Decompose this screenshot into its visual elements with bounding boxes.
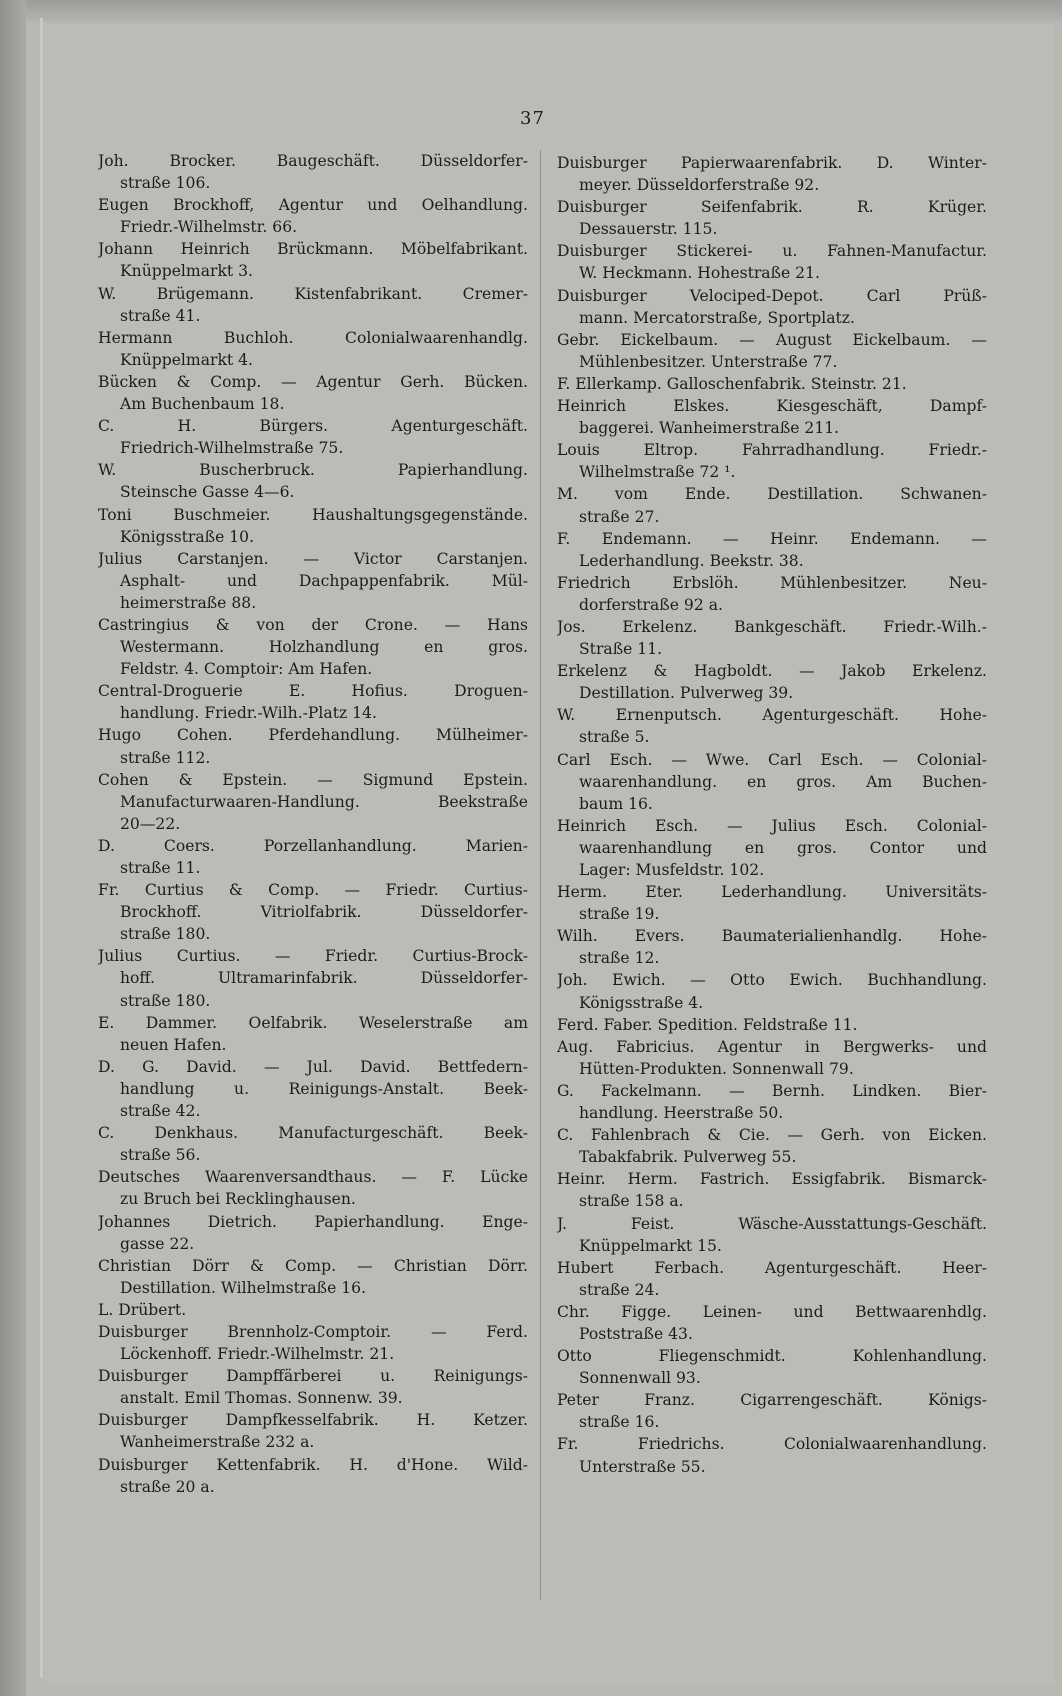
- entry-first-line: C. Denkhaus. Manufacturgeschäft. Beek-: [98, 1124, 528, 1143]
- right-column: [557, 152, 987, 1478]
- left-column: [98, 150, 528, 1498]
- directory-entry: [557, 1014, 987, 1036]
- directory-entry: [557, 1080, 987, 1124]
- directory-entry: [557, 704, 987, 748]
- directory-entry: [98, 238, 528, 282]
- entry-continuation-line: handlung. Heerstraße 50.: [579, 1104, 784, 1123]
- entry-continuation-line: Feldstr. 4. Comptoir: Am Hafen.: [120, 660, 373, 679]
- directory-entry: [98, 724, 528, 768]
- entry-first-line: Ferd. Faber. Spedition. Feldstraße 11.: [557, 1015, 858, 1034]
- directory-entry: [557, 749, 987, 815]
- entry-first-line: Central-Droguerie E. Hofius. Droguen-: [98, 682, 528, 701]
- entry-continuation-line: Königsstraße 4.: [579, 993, 704, 1012]
- entry-first-line: M. vom Ende. Destillation. Schwanen-: [557, 485, 987, 504]
- entry-first-line: Heinr. Herm. Fastrich. Essigfabrik. Bismarck-: [557, 1170, 987, 1189]
- entry-first-line: Duisburger Seifenfabrik. R. Krüger.: [557, 198, 987, 217]
- entry-continuation-line: straße 112.: [120, 748, 211, 767]
- entry-first-line: Cohen & Epstein. — Sigmund Epstein.: [98, 770, 528, 789]
- directory-entry: [557, 925, 987, 969]
- entry-first-line: Johann Heinrich Brückmann. Möbelfabrikant.: [98, 240, 528, 259]
- directory-entry: [557, 152, 987, 196]
- directory-entry: [557, 196, 987, 240]
- entry-first-line: Duisburger Dampfkesselfabrik. H. Ketzer.: [98, 1411, 528, 1430]
- directory-entry: [98, 1012, 528, 1056]
- entry-first-line: Carl Esch. — Wwe. Carl Esch. — Colonial-: [557, 750, 987, 769]
- entry-continuation-line: straße 180.: [120, 925, 211, 944]
- entry-first-line: Duisburger Kettenfabrik. H. d'Hone. Wild-: [98, 1455, 528, 1474]
- entry-continuation-line: baum 16.: [579, 794, 653, 813]
- entry-continuation-line: handlung u. Reinigungs-Anstalt. Beek-: [120, 1079, 528, 1098]
- entry-continuation-line: Lederhandlung. Beekstr. 38.: [579, 551, 804, 570]
- directory-entry: [98, 1299, 528, 1321]
- entry-continuation-line: zu Bruch bei Recklinghausen.: [120, 1190, 356, 1209]
- directory-entry: [557, 969, 987, 1013]
- directory-entry: [557, 329, 987, 373]
- directory-entry: [98, 459, 528, 503]
- entry-continuation-line: mann. Mercatorstraße, Sportplatz.: [579, 308, 855, 327]
- entry-first-line: Hugo Cohen. Pferdehandlung. Mülheimer-: [98, 726, 528, 745]
- entry-first-line: Fr. Friedrichs. Colonialwaarenhandlung.: [557, 1435, 987, 1454]
- entry-continuation-line: Straße 11.: [579, 640, 663, 659]
- directory-entry: [98, 1321, 528, 1365]
- directory-entry: [98, 680, 528, 724]
- entry-continuation-line: straße 5.: [579, 728, 650, 747]
- entry-continuation-line: waarenhandlung en gros. Contor und: [579, 838, 987, 857]
- entry-continuation-line: waarenhandlung. en gros. Am Buchen-: [579, 772, 987, 791]
- entry-continuation-line: straße 56.: [120, 1146, 201, 1165]
- entry-first-line: Jos. Erkelenz. Bankgeschäft. Friedr.-Wilh.-: [557, 617, 987, 636]
- entry-first-line: L. Drübert.: [98, 1300, 187, 1319]
- directory-entry: [557, 439, 987, 483]
- directory-entry: [98, 548, 528, 614]
- entry-first-line: F. Ellerkamp. Galloschenfabrik. Steinstr. 21.: [557, 374, 907, 393]
- entry-continuation-line: straße 158 a.: [579, 1192, 684, 1211]
- entry-continuation-line: hoff. Ultramarinfabrik. Düsseldorfer-: [120, 969, 528, 988]
- entry-first-line: Duisburger Velociped-Depot. Carl Prüß-: [557, 286, 987, 305]
- entry-first-line: Herm. Eter. Lederhandlung. Universitäts-: [557, 883, 987, 902]
- entry-continuation-line: Poststraße 43.: [579, 1324, 693, 1343]
- entry-first-line: Otto Fliegenschmidt. Kohlenhandlung.: [557, 1347, 987, 1366]
- entry-continuation-line: Friedr.-Wilhelmstr. 66.: [120, 218, 298, 237]
- entry-first-line: W. Buscherbruck. Papierhandlung.: [98, 461, 528, 480]
- entry-first-line: Julius Carstanjen. — Victor Carstanjen.: [98, 549, 528, 568]
- entry-continuation-line: Steinsche Gasse 4—6.: [120, 483, 295, 502]
- directory-entry: [98, 1409, 528, 1453]
- entry-continuation-line: Dessauerstr. 115.: [579, 220, 718, 239]
- directory-entry: [557, 483, 987, 527]
- entry-first-line: Louis Eltrop. Fahrradhandlung. Friedr.-: [557, 441, 987, 460]
- directory-entry: [557, 1036, 987, 1080]
- entry-first-line: Hubert Ferbach. Agenturgeschäft. Heer-: [557, 1258, 987, 1277]
- entry-continuation-line: straße 41.: [120, 306, 201, 325]
- directory-entry: [557, 285, 987, 329]
- directory-entry: [557, 616, 987, 660]
- entry-first-line: F. Endemann. — Heinr. Endemann. —: [557, 529, 987, 548]
- directory-entry: [98, 1365, 528, 1409]
- directory-entry: [98, 150, 528, 194]
- directory-entry: [557, 881, 987, 925]
- entry-first-line: Gebr. Eickelbaum. — August Eickelbaum. —: [557, 330, 987, 349]
- entry-first-line: C. Fahlenbrach & Cie. — Gerh. von Eicken.: [557, 1126, 987, 1145]
- directory-entry: [557, 1124, 987, 1168]
- entry-first-line: Erkelenz & Hagboldt. — Jakob Erkelenz.: [557, 662, 987, 681]
- directory-entry: [557, 1345, 987, 1389]
- entry-continuation-line: heimerstraße 88.: [120, 593, 257, 612]
- entry-continuation-line: Sonnenwall 93.: [579, 1369, 701, 1388]
- directory-entry: [557, 528, 987, 572]
- directory-entry: [98, 769, 528, 835]
- entry-continuation-line: neuen Hafen.: [120, 1035, 227, 1054]
- directory-entry: [557, 1433, 987, 1477]
- directory-entry: [98, 1211, 528, 1255]
- entry-continuation-line: Brockhoff. Vitriolfabrik. Düsseldorfer-: [120, 903, 528, 922]
- page-edge-line: [40, 18, 43, 1678]
- entry-continuation-line: Destillation. Pulverweg 39.: [579, 684, 794, 703]
- directory-entry: [557, 815, 987, 881]
- entry-first-line: Bücken & Comp. — Agentur Gerh. Bücken.: [98, 372, 528, 391]
- entry-first-line: Joh. Brocker. Baugeschäft. Düsseldorfer-: [98, 152, 528, 170]
- entry-first-line: Eugen Brockhoff, Agentur und Oelhandlung.: [98, 196, 528, 215]
- directory-entry: [98, 1454, 528, 1498]
- entry-continuation-line: Manufacturwaaren-Handlung. Beekstraße: [120, 792, 528, 811]
- entry-first-line: Joh. Ewich. — Otto Ewich. Buchhandlung.: [557, 971, 987, 990]
- entry-first-line: Johannes Dietrich. Papierhandlung. Enge-: [98, 1212, 528, 1231]
- entry-first-line: Fr. Curtius & Comp. — Friedr. Curtius-: [98, 881, 528, 900]
- entry-continuation-line: Knüppelmarkt 15.: [579, 1236, 722, 1255]
- entry-continuation-line: straße 180.: [120, 991, 211, 1010]
- entry-first-line: Christian Dörr & Comp. — Christian Dörr.: [98, 1256, 528, 1275]
- directory-entry: [98, 945, 528, 1011]
- entry-first-line: Heinrich Elskes. Kiesgeschäft, Dampf-: [557, 397, 987, 416]
- entry-first-line: Aug. Fabricius. Agentur in Bergwerks- und: [557, 1037, 987, 1056]
- directory-entry: [557, 1301, 987, 1345]
- directory-entry: [98, 614, 528, 680]
- entry-continuation-line: Hütten-Produkten. Sonnenwall 79.: [579, 1059, 854, 1078]
- entry-continuation-line: Löckenhoff. Friedr.-Wilhelmstr. 21.: [120, 1345, 395, 1364]
- entry-continuation-line: anstalt. Emil Thomas. Sonnenw. 39.: [120, 1389, 403, 1408]
- entry-continuation-line: Knüppelmarkt 3.: [120, 262, 254, 281]
- directory-entry: [98, 835, 528, 879]
- entry-continuation-line: straße 27.: [579, 507, 660, 526]
- directory-entry: [98, 1166, 528, 1210]
- directory-entry: [98, 283, 528, 327]
- page-number: 37: [520, 108, 545, 129]
- entry-first-line: Castringius & von der Crone. — Hans: [98, 615, 528, 634]
- scan-border-top: [0, 0, 1062, 22]
- entry-continuation-line: straße 106.: [120, 174, 211, 193]
- directory-entry: [98, 1255, 528, 1299]
- directory-entry: [98, 1122, 528, 1166]
- entry-continuation-line: Destillation. Wilhelmstraße 16.: [120, 1278, 367, 1297]
- directory-entry: [557, 373, 987, 395]
- entry-first-line: Chr. Figge. Leinen- und Bettwaarenhdlg.: [557, 1302, 987, 1321]
- directory-entry: [557, 572, 987, 616]
- directory-entry: [98, 504, 528, 548]
- entry-first-line: Wilh. Evers. Baumaterialienhandlg. Hohe-: [557, 927, 987, 946]
- entry-first-line: D. G. David. — Jul. David. Bettfedern-: [98, 1057, 528, 1076]
- entry-continuation-line: Am Buchenbaum 18.: [120, 395, 285, 414]
- entry-continuation-line: dorferstraße 92 a.: [579, 595, 723, 614]
- entry-continuation-line: straße 24.: [579, 1280, 660, 1299]
- entry-continuation-line: straße 16.: [579, 1413, 660, 1432]
- entry-continuation-line: Knüppelmarkt 4.: [120, 350, 254, 369]
- column-divider: [540, 150, 541, 1600]
- entry-first-line: W. Brügemann. Kistenfabrikant. Cremer-: [98, 284, 528, 303]
- entry-continuation-line: Lager: Musfeldstr. 102.: [579, 861, 765, 879]
- entry-continuation-line: Friedrich-Wilhelmstraße 75.: [120, 439, 344, 458]
- directory-entry: [98, 1056, 528, 1122]
- entry-first-line: Peter Franz. Cigarrengeschäft. Königs-: [557, 1391, 987, 1410]
- directory-entry: [557, 1213, 987, 1257]
- entry-continuation-line: straße 11.: [120, 859, 201, 877]
- entry-continuation-line: Unterstraße 55.: [579, 1457, 706, 1476]
- entry-first-line: Duisburger Dampffärberei u. Reinigungs-: [98, 1367, 528, 1386]
- entry-continuation-line: 20—22.: [120, 814, 181, 833]
- entry-first-line: D. Coers. Porzellanhandlung. Marien-: [98, 836, 528, 855]
- entry-continuation-line: Tabakfabrik. Pulverweg 55.: [579, 1148, 797, 1167]
- entry-first-line: Deutsches Waarenversandthaus. — F. Lücke: [98, 1168, 528, 1187]
- entry-continuation-line: baggerei. Wanheimerstraße 211.: [579, 419, 840, 438]
- entry-first-line: G. Fackelmann. — Bernh. Lindken. Bier-: [557, 1081, 987, 1100]
- directory-entry: [557, 660, 987, 704]
- entry-first-line: Heinrich Esch. — Julius Esch. Colonial-: [557, 816, 987, 835]
- entry-continuation-line: W. Heckmann. Hohestraße 21.: [579, 264, 820, 283]
- entry-continuation-line: Westermann. Holzhandlung en gros.: [120, 638, 528, 657]
- entry-first-line: E. Dammer. Oelfabrik. Weselerstraße am: [98, 1013, 528, 1032]
- entry-continuation-line: straße 12.: [579, 949, 660, 968]
- entry-continuation-line: Königsstraße 10.: [120, 527, 255, 546]
- entry-first-line: Duisburger Papierwaarenfabrik. D. Winter-: [557, 154, 987, 172]
- entry-continuation-line: Wanheimerstraße 232 a.: [120, 1433, 315, 1452]
- directory-entry: [98, 327, 528, 371]
- entry-first-line: Duisburger Stickerei- u. Fahnen-Manufactur.: [557, 242, 987, 261]
- entry-first-line: C. H. Bürgers. Agenturgeschäft.: [98, 417, 528, 436]
- entry-continuation-line: Mühlenbesitzer. Unterstraße 77.: [579, 352, 838, 371]
- directory-entry: [557, 1257, 987, 1301]
- entry-continuation-line: meyer. Düsseldorferstraße 92.: [579, 176, 820, 195]
- directory-entry: [557, 395, 987, 439]
- entry-continuation-line: Wilhelmstraße 72 ¹.: [579, 463, 736, 482]
- entry-continuation-line: handlung. Friedr.-Wilh.-Platz 14.: [120, 704, 377, 723]
- directory-entry: [557, 240, 987, 284]
- entry-continuation-line: straße 19.: [579, 905, 660, 924]
- entry-first-line: Hermann Buchloh. Colonialwaarenhandlg.: [98, 328, 528, 347]
- scan-border-left: [0, 0, 26, 1696]
- entry-first-line: Friedrich Erbslöh. Mühlenbesitzer. Neu-: [557, 573, 987, 592]
- entry-continuation-line: straße 20 a.: [120, 1477, 215, 1496]
- entry-first-line: J. Feist. Wäsche-Ausstattungs-Geschäft.: [557, 1214, 987, 1233]
- directory-entry: [98, 879, 528, 945]
- entry-first-line: Toni Buschmeier. Haushaltungsgegenstände.: [98, 505, 528, 524]
- entry-first-line: Julius Curtius. — Friedr. Curtius-Brock-: [98, 947, 528, 966]
- entry-first-line: Duisburger Brennholz-Comptoir. — Ferd.: [98, 1322, 528, 1341]
- directory-entry: [557, 1389, 987, 1433]
- entry-continuation-line: gasse 22.: [120, 1234, 195, 1253]
- entry-first-line: W. Ernenputsch. Agenturgeschäft. Hohe-: [557, 706, 987, 725]
- directory-entry: [98, 194, 528, 238]
- entry-continuation-line: Asphalt- und Dachpappenfabrik. Mül-: [120, 571, 528, 590]
- entry-continuation-line: straße 42.: [120, 1102, 201, 1121]
- directory-entry: [557, 1168, 987, 1212]
- directory-entry: [98, 371, 528, 415]
- directory-entry: [98, 415, 528, 459]
